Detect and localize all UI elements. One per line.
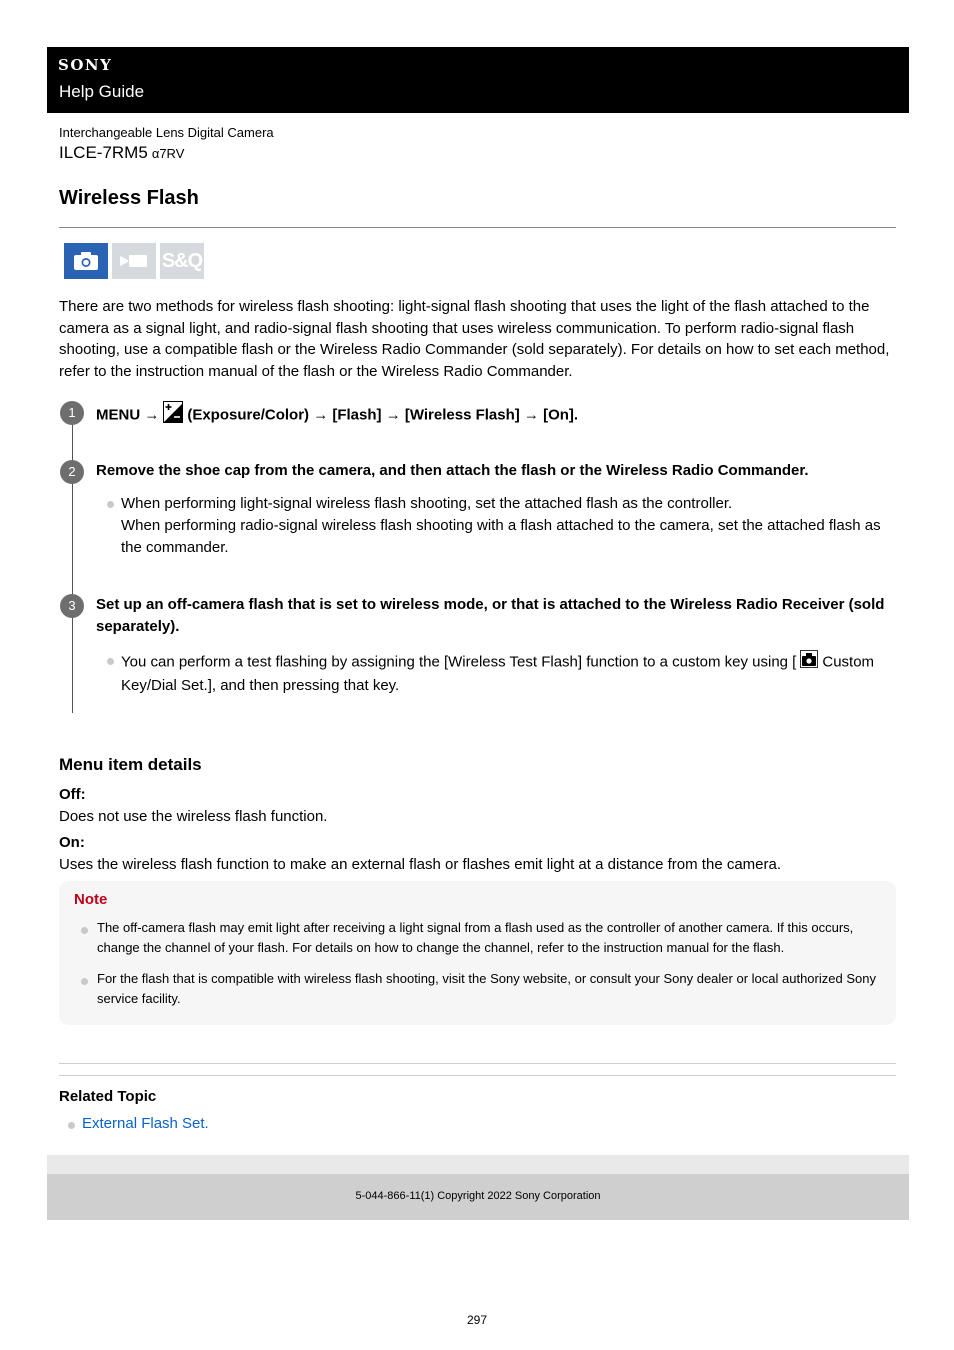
menu-item-desc: Uses the wireless flash function to make an external flash or flashes emit light at a distance from the camera.: [59, 856, 782, 873]
mode-icons: [64, 243, 204, 279]
movie-mode-icon: [112, 243, 156, 279]
step-1-prefix: MENU →: [96, 406, 160, 424]
page-title: Wireless Flash: [59, 187, 199, 209]
step-number: 2: [60, 460, 84, 484]
note-box: [59, 881, 896, 1025]
menu-item-desc: Does not use the wireless flash function.: [59, 808, 328, 825]
exposure-color-icon: [163, 401, 183, 430]
section-divider: [59, 1063, 896, 1064]
help-guide-title: Help Guide: [59, 82, 145, 101]
related-topic-heading: Related Topic: [59, 1088, 157, 1105]
sq-mode-icon: [160, 243, 204, 279]
model-alias: α7RV: [151, 146, 185, 161]
photo-mode-icon: [64, 243, 108, 279]
intro-paragraph: There are two methods for wireless flash shooting: light-signal flash shooting that uses the light of the flash attached to the camera as a signal light, and radio-signal flash shooting that uses wireless communication. To perform radio-signal flash shooting, use a compatible flash or the Wireless Radio Commander (sold separately). For details on how to set each method, refer to the instruction manual of the flash or the Wireless Radio Commander.: [59, 298, 890, 381]
step-1-text: [96, 401, 896, 430]
sq-label: S&Q: [161, 249, 203, 272]
step-number: 1: [60, 401, 84, 425]
bullet-icon: [68, 1122, 75, 1129]
section-divider: [59, 1075, 896, 1076]
step-3-text: Set up an off-camera flash that is set to wireless mode, or that is attached to the Wireless Radio Receiver (sold separately).: [96, 596, 885, 635]
step-2-bullet: [121, 493, 897, 559]
step-3-bullet: [121, 650, 897, 697]
page-number: 297: [466, 1313, 488, 1327]
camera-settings-icon: [800, 650, 818, 675]
header-bar: [47, 47, 909, 113]
footer-spacer: [47, 1155, 909, 1174]
note-title: Note: [74, 891, 108, 908]
step-2-bullet-line1: When performing light-signal wireless flash shooting, set the attached flash as the controller.: [121, 495, 733, 512]
bullet-icon: [81, 978, 88, 985]
related-link-external-flash-set[interactable]: External Flash Set.: [82, 1115, 209, 1132]
menu-item-term: Off:: [59, 786, 86, 803]
bullet-icon: [107, 658, 114, 665]
model-number: ILCE-7RM5: [59, 143, 148, 162]
step-1-suffix: (Exposure/Color) → [Flash] → [Wireless Flash] → [On].: [187, 406, 579, 424]
title-divider: [59, 227, 896, 228]
footer-copyright: 5-044-866-11(1) Copyright 2022 Sony Corporation: [47, 1174, 909, 1220]
product-model: [59, 143, 184, 163]
menu-details-heading: Menu item details: [59, 755, 202, 774]
step-2-text: Remove the shoe cap from the camera, and then attach the flash or the Wireless Radio Commander.: [96, 462, 809, 479]
bullet-icon: [107, 501, 114, 508]
note-item: For the flash that is compatible with wireless flash shooting, visit the Sony website, or consult your Sony dealer or local authorized Sony service facility.: [97, 971, 876, 1006]
bullet-icon: [81, 927, 88, 934]
step-2-bullet-line2: When performing radio-signal wireless flash shooting with a flash attached to the camera, set the attached flash as the commander.: [121, 517, 881, 556]
product-type: Interchangeable Lens Digital Camera: [59, 125, 274, 140]
step-number: 3: [60, 594, 84, 618]
step-3-bullet-suffix: Custom Key/Dial Set.], and then pressing that key.: [121, 653, 875, 694]
menu-item-term: On:: [59, 834, 85, 851]
steps-timeline: [72, 410, 73, 713]
sony-logo: SONY: [58, 56, 113, 74]
note-item: The off-camera flash may emit light after receiving a light signal from a flash used as the controller of another camera. If this occurs, change the channel of your flash. For details on how to change the channel, refer to the instruction manual for the flash.: [97, 920, 854, 955]
step-3-bullet-prefix: You can perform a test flashing by assigning the [Wireless Test Flash] function to a custom key using [: [121, 653, 797, 671]
